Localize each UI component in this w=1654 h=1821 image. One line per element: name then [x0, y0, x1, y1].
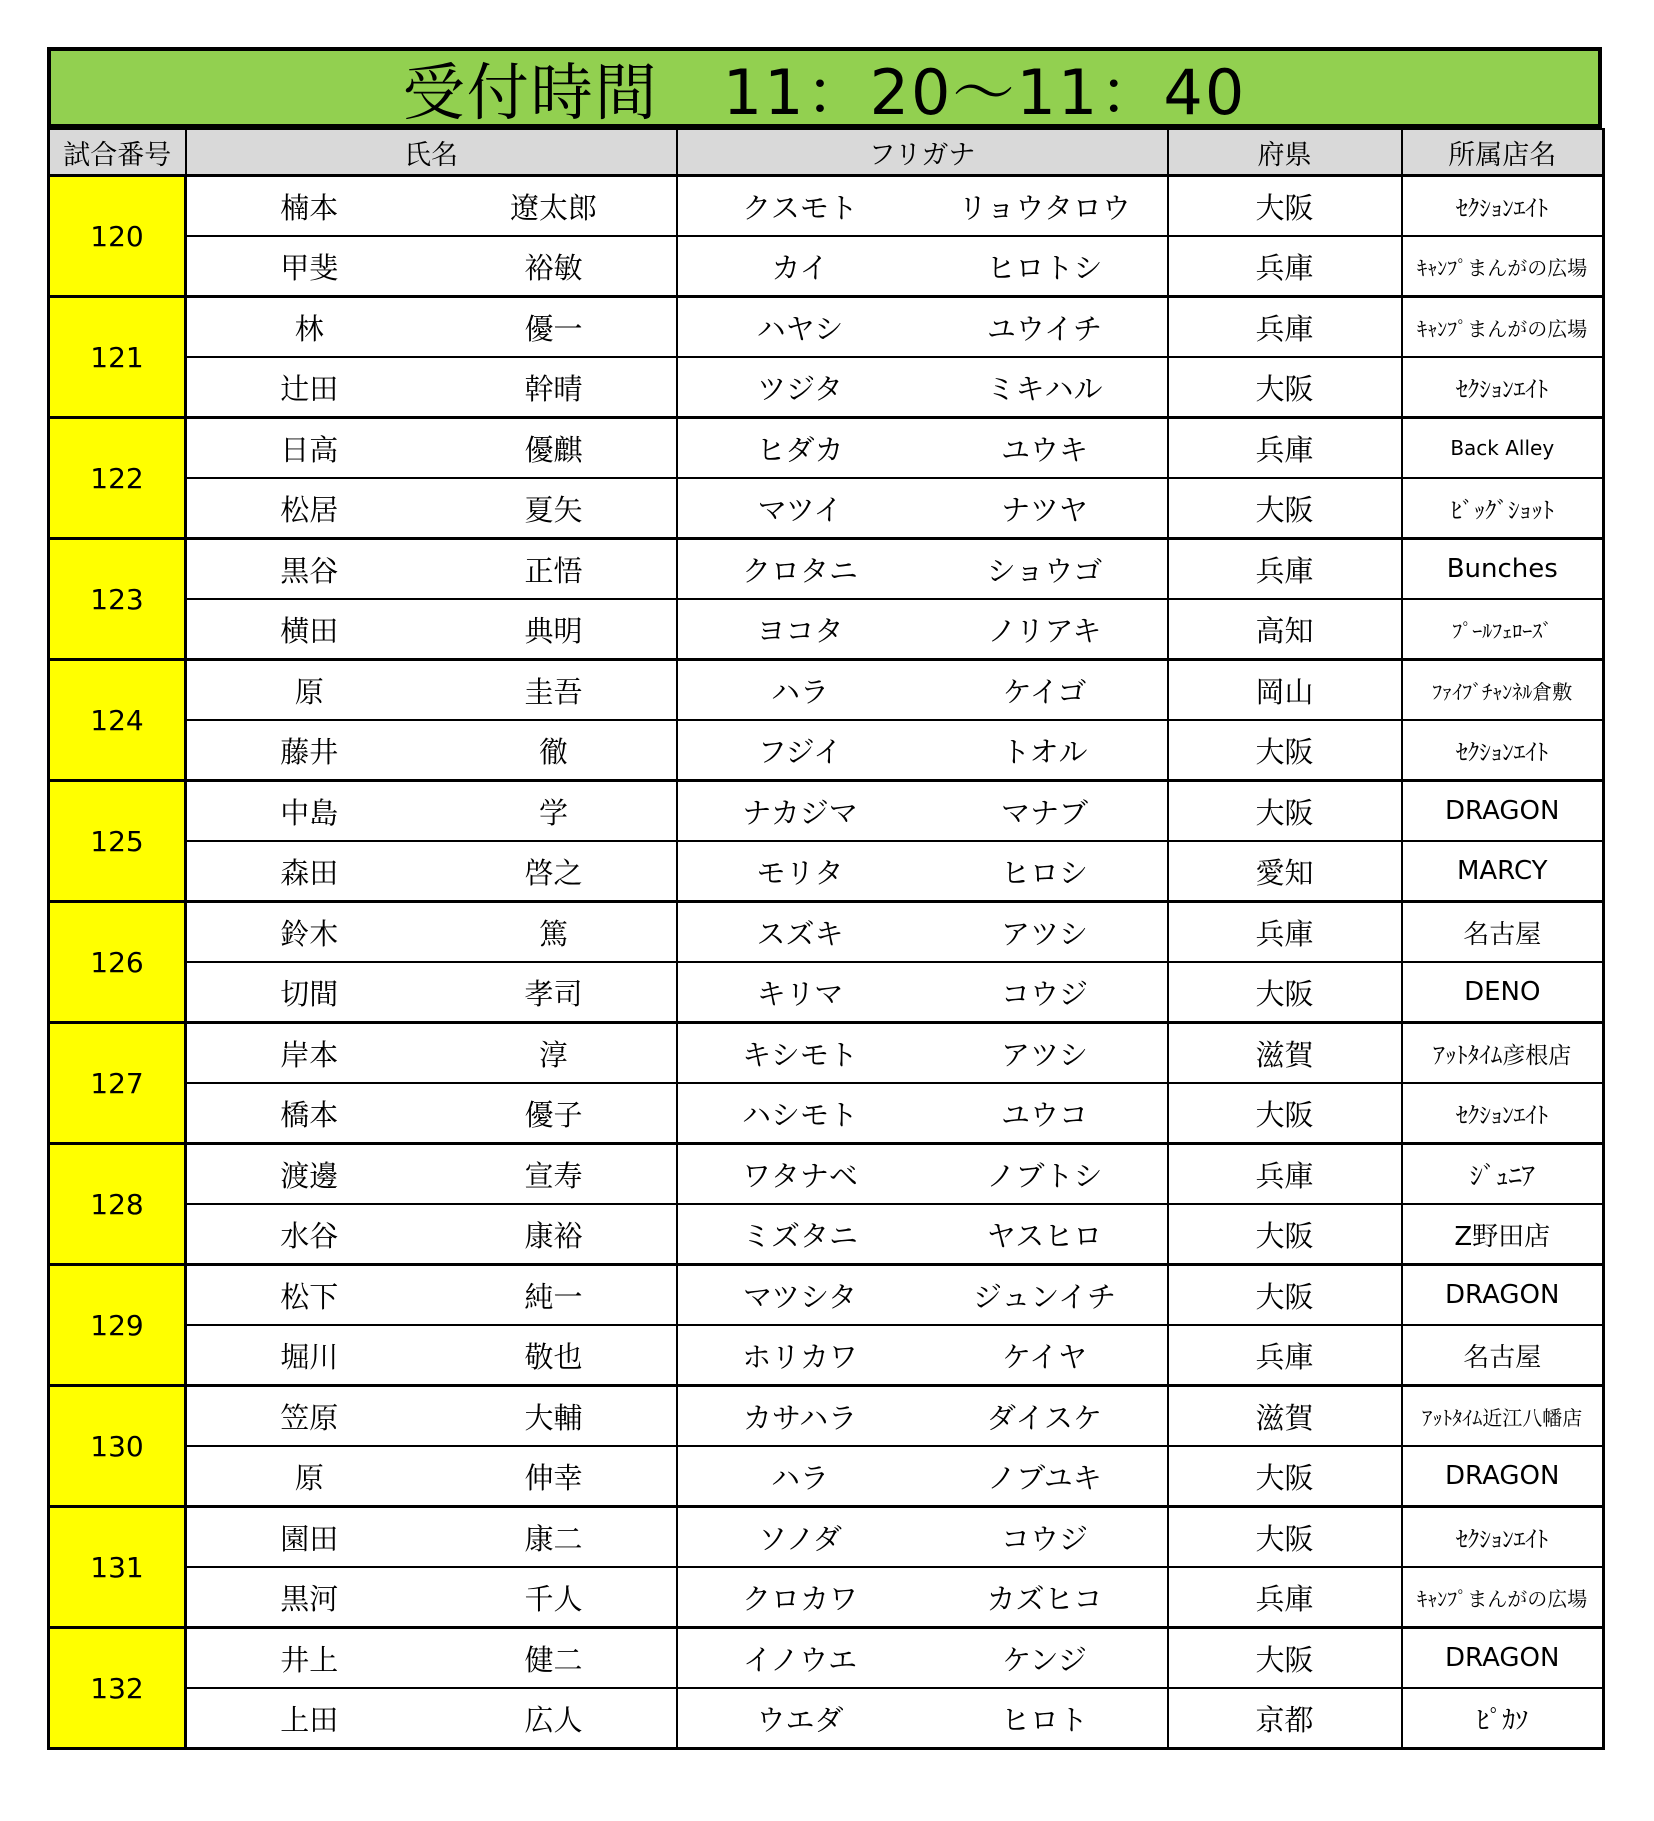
player-kana-first: ヒロト	[923, 1688, 1168, 1749]
player-shop: ｾｸｼｮﾝｴｲﾄ	[1402, 720, 1604, 781]
match-table	[47, 128, 1605, 1750]
player-last-name: 園田	[186, 1507, 432, 1568]
player-kana-last: クロカワ	[677, 1567, 923, 1628]
player-prefecture: 大阪	[1168, 1265, 1402, 1326]
table-row	[49, 297, 1604, 358]
player-kana-last: ハシモト	[677, 1083, 923, 1144]
player-kana-last: スズキ	[677, 902, 923, 963]
table-row	[49, 539, 1604, 600]
player-last-name: 水谷	[186, 1204, 432, 1265]
table-row	[49, 1083, 1604, 1144]
table-row	[49, 1204, 1604, 1265]
player-kana-last: ハヤシ	[677, 297, 923, 358]
table-row	[49, 660, 1604, 721]
player-shop: Back Alley	[1402, 418, 1604, 479]
match-number: 125	[49, 781, 186, 902]
player-last-name: 原	[186, 1446, 432, 1507]
player-prefecture: 大阪	[1168, 720, 1402, 781]
player-first-name: 康裕	[432, 1204, 677, 1265]
table-row	[49, 1386, 1604, 1447]
table-row	[49, 841, 1604, 902]
player-kana-first: ノブユキ	[923, 1446, 1168, 1507]
player-last-name: 岸本	[186, 1023, 432, 1084]
player-kana-last: ハラ	[677, 660, 923, 721]
player-kana-last: モリタ	[677, 841, 923, 902]
player-shop: ﾌｧｲﾌﾞﾁｬﾝﾈﾙ倉敷	[1402, 660, 1604, 721]
table-row	[49, 962, 1604, 1023]
player-prefecture: 大阪	[1168, 1204, 1402, 1265]
schedule-sheet	[47, 47, 1602, 1750]
player-prefecture: 滋賀	[1168, 1023, 1402, 1084]
player-first-name: 圭吾	[432, 660, 677, 721]
player-kana-last: ホリカワ	[677, 1325, 923, 1386]
player-last-name: 黒河	[186, 1567, 432, 1628]
table-row	[49, 418, 1604, 479]
player-kana-first: コウジ	[923, 1507, 1168, 1568]
reception-time-title: 受付時間 11：20～11：40	[47, 47, 1602, 128]
match-number: 127	[49, 1023, 186, 1144]
player-prefecture: 愛知	[1168, 841, 1402, 902]
player-last-name: 井上	[186, 1628, 432, 1689]
table-row	[49, 1446, 1604, 1507]
player-kana-first: マナブ	[923, 781, 1168, 842]
player-first-name: 優一	[432, 297, 677, 358]
player-shop: Z野田店	[1402, 1204, 1604, 1265]
player-prefecture: 京都	[1168, 1688, 1402, 1749]
match-number: 128	[49, 1144, 186, 1265]
player-shop: ｼﾞｭﾆｱ	[1402, 1144, 1604, 1205]
player-shop: DRAGON	[1402, 781, 1604, 842]
player-shop: ｾｸｼｮﾝｴｲﾄ	[1402, 357, 1604, 418]
player-last-name: 橋本	[186, 1083, 432, 1144]
player-shop: 名古屋	[1402, 1325, 1604, 1386]
player-last-name: 松居	[186, 478, 432, 539]
player-kana-last: ウエダ	[677, 1688, 923, 1749]
player-last-name: 鈴木	[186, 902, 432, 963]
match-number: 120	[49, 176, 186, 297]
player-shop: 名古屋	[1402, 902, 1604, 963]
player-first-name: 遼太郎	[432, 176, 677, 237]
player-kana-first: カズヒコ	[923, 1567, 1168, 1628]
header-name: 氏名	[186, 129, 677, 176]
player-kana-last: ワタナベ	[677, 1144, 923, 1205]
player-shop: ｷｬﾝﾌﾟまんがの広場	[1402, 1567, 1604, 1628]
player-kana-last: ツジタ	[677, 357, 923, 418]
player-kana-first: ナツヤ	[923, 478, 1168, 539]
player-kana-first: アツシ	[923, 1023, 1168, 1084]
player-kana-last: ソノダ	[677, 1507, 923, 1568]
table-row	[49, 1507, 1604, 1568]
player-shop: DRAGON	[1402, 1265, 1604, 1326]
player-prefecture: 兵庫	[1168, 539, 1402, 600]
player-last-name: 上田	[186, 1688, 432, 1749]
player-kana-last: ヒダカ	[677, 418, 923, 479]
player-first-name: 宣寿	[432, 1144, 677, 1205]
player-first-name: 典明	[432, 599, 677, 660]
player-last-name: 笠原	[186, 1386, 432, 1447]
player-prefecture: 兵庫	[1168, 1144, 1402, 1205]
player-kana-first: ノリアキ	[923, 599, 1168, 660]
player-first-name: 徹	[432, 720, 677, 781]
player-kana-last: ハラ	[677, 1446, 923, 1507]
player-prefecture: 岡山	[1168, 660, 1402, 721]
player-last-name: 楠本	[186, 176, 432, 237]
player-shop: DRAGON	[1402, 1628, 1604, 1689]
player-first-name: 広人	[432, 1688, 677, 1749]
table-row	[49, 176, 1604, 237]
player-kana-first: ヒロシ	[923, 841, 1168, 902]
player-kana-last: ナカジマ	[677, 781, 923, 842]
player-kana-last: カイ	[677, 236, 923, 297]
player-prefecture: 兵庫	[1168, 1325, 1402, 1386]
player-kana-last: マツシタ	[677, 1265, 923, 1326]
player-prefecture: 兵庫	[1168, 297, 1402, 358]
player-kana-first: ケイヤ	[923, 1325, 1168, 1386]
player-shop: ｱｯﾄﾀｲﾑ彦根店	[1402, 1023, 1604, 1084]
player-shop: ｾｸｼｮﾝｴｲﾄ	[1402, 1507, 1604, 1568]
match-number: 126	[49, 902, 186, 1023]
player-first-name: 正悟	[432, 539, 677, 600]
player-shop: ｱｯﾄﾀｲﾑ近江八幡店	[1402, 1386, 1604, 1447]
player-first-name: 啓之	[432, 841, 677, 902]
table-row	[49, 1567, 1604, 1628]
player-kana-last: ヨコタ	[677, 599, 923, 660]
table-row	[49, 1325, 1604, 1386]
player-last-name: 辻田	[186, 357, 432, 418]
player-last-name: 切間	[186, 962, 432, 1023]
table-row	[49, 478, 1604, 539]
player-first-name: 優麒	[432, 418, 677, 479]
player-prefecture: 大阪	[1168, 1628, 1402, 1689]
match-rows	[49, 176, 1604, 1749]
player-first-name: 伸幸	[432, 1446, 677, 1507]
player-first-name: 孝司	[432, 962, 677, 1023]
match-number: 122	[49, 418, 186, 539]
table-row	[49, 902, 1604, 963]
player-prefecture: 大阪	[1168, 176, 1402, 237]
player-kana-first: アツシ	[923, 902, 1168, 963]
player-last-name: 原	[186, 660, 432, 721]
table-row	[49, 1628, 1604, 1689]
player-prefecture: 兵庫	[1168, 236, 1402, 297]
player-first-name: 敬也	[432, 1325, 677, 1386]
player-last-name: 黒谷	[186, 539, 432, 600]
player-kana-first: ミキハル	[923, 357, 1168, 418]
player-first-name: 夏矢	[432, 478, 677, 539]
player-kana-first: ヒロトシ	[923, 236, 1168, 297]
table-row	[49, 1265, 1604, 1326]
player-kana-first: リョウタロウ	[923, 176, 1168, 237]
player-first-name: 幹晴	[432, 357, 677, 418]
player-shop: MARCY	[1402, 841, 1604, 902]
player-kana-first: トオル	[923, 720, 1168, 781]
player-last-name: 日高	[186, 418, 432, 479]
player-first-name: 学	[432, 781, 677, 842]
player-shop: DENO	[1402, 962, 1604, 1023]
player-first-name: 淳	[432, 1023, 677, 1084]
match-number: 129	[49, 1265, 186, 1386]
player-last-name: 横田	[186, 599, 432, 660]
match-number: 123	[49, 539, 186, 660]
header-prefecture: 府県	[1168, 129, 1402, 176]
player-shop: ﾌﾟｰﾙﾌｪﾛｰｽﾞ	[1402, 599, 1604, 660]
player-kana-last: マツイ	[677, 478, 923, 539]
match-number: 131	[49, 1507, 186, 1628]
table-row	[49, 1023, 1604, 1084]
player-shop: ｷｬﾝﾌﾟまんがの広場	[1402, 297, 1604, 358]
player-last-name: 甲斐	[186, 236, 432, 297]
table-row	[49, 1688, 1604, 1749]
player-first-name: 大輔	[432, 1386, 677, 1447]
player-shop: ﾋﾞｯｸﾞｼｮｯﾄ	[1402, 478, 1604, 539]
player-kana-first: ケイゴ	[923, 660, 1168, 721]
player-kana-last: イノウエ	[677, 1628, 923, 1689]
player-shop: ｾｸｼｮﾝｴｲﾄ	[1402, 1083, 1604, 1144]
player-shop: DRAGON	[1402, 1446, 1604, 1507]
player-kana-last: クスモト	[677, 176, 923, 237]
player-kana-last: ミズタニ	[677, 1204, 923, 1265]
player-last-name: 中島	[186, 781, 432, 842]
player-kana-last: カサハラ	[677, 1386, 923, 1447]
player-prefecture: 大阪	[1168, 1083, 1402, 1144]
match-number: 121	[49, 297, 186, 418]
player-kana-last: キリマ	[677, 962, 923, 1023]
player-shop: Bunches	[1402, 539, 1604, 600]
player-kana-first: コウジ	[923, 962, 1168, 1023]
player-kana-last: キシモト	[677, 1023, 923, 1084]
player-prefecture: 大阪	[1168, 962, 1402, 1023]
player-kana-first: ショウゴ	[923, 539, 1168, 600]
player-last-name: 渡邊	[186, 1144, 432, 1205]
table-row	[49, 781, 1604, 842]
player-kana-first: ケンジ	[923, 1628, 1168, 1689]
player-kana-last: クロタニ	[677, 539, 923, 600]
player-shop: ﾋﾟｶｿ	[1402, 1688, 1604, 1749]
player-prefecture: 兵庫	[1168, 1567, 1402, 1628]
table-row	[49, 1144, 1604, 1205]
player-first-name: 篤	[432, 902, 677, 963]
table-row	[49, 720, 1604, 781]
player-first-name: 裕敏	[432, 236, 677, 297]
player-prefecture: 兵庫	[1168, 902, 1402, 963]
match-number: 130	[49, 1386, 186, 1507]
player-first-name: 千人	[432, 1567, 677, 1628]
player-kana-first: ユウコ	[923, 1083, 1168, 1144]
table-row	[49, 236, 1604, 297]
player-kana-first: ヤスヒロ	[923, 1204, 1168, 1265]
player-prefecture: 大阪	[1168, 357, 1402, 418]
player-prefecture: 大阪	[1168, 1507, 1402, 1568]
table-row	[49, 357, 1604, 418]
player-last-name: 藤井	[186, 720, 432, 781]
player-last-name: 森田	[186, 841, 432, 902]
player-kana-first: ジュンイチ	[923, 1265, 1168, 1326]
player-last-name: 松下	[186, 1265, 432, 1326]
player-kana-last: フジイ	[677, 720, 923, 781]
player-prefecture: 滋賀	[1168, 1386, 1402, 1447]
player-prefecture: 高知	[1168, 599, 1402, 660]
player-prefecture: 大阪	[1168, 478, 1402, 539]
player-prefecture: 大阪	[1168, 781, 1402, 842]
header-shop: 所属店名	[1402, 129, 1604, 176]
player-first-name: 純一	[432, 1265, 677, 1326]
player-shop: ｾｸｼｮﾝｴｲﾄ	[1402, 176, 1604, 237]
player-first-name: 優子	[432, 1083, 677, 1144]
player-last-name: 堀川	[186, 1325, 432, 1386]
player-kana-first: ユウキ	[923, 418, 1168, 479]
match-number: 132	[49, 1628, 186, 1749]
player-shop: ｷｬﾝﾌﾟまんがの広場	[1402, 236, 1604, 297]
player-first-name: 健二	[432, 1628, 677, 1689]
player-last-name: 林	[186, 297, 432, 358]
player-prefecture: 大阪	[1168, 1446, 1402, 1507]
player-kana-first: ノブトシ	[923, 1144, 1168, 1205]
player-kana-first: ユウイチ	[923, 297, 1168, 358]
match-number: 124	[49, 660, 186, 781]
header-furigana: フリガナ	[677, 129, 1168, 176]
header-row	[49, 129, 1604, 176]
header-match-no: 試合番号	[49, 129, 186, 176]
player-prefecture: 兵庫	[1168, 418, 1402, 479]
player-kana-first: ダイスケ	[923, 1386, 1168, 1447]
table-row	[49, 599, 1604, 660]
player-first-name: 康二	[432, 1507, 677, 1568]
